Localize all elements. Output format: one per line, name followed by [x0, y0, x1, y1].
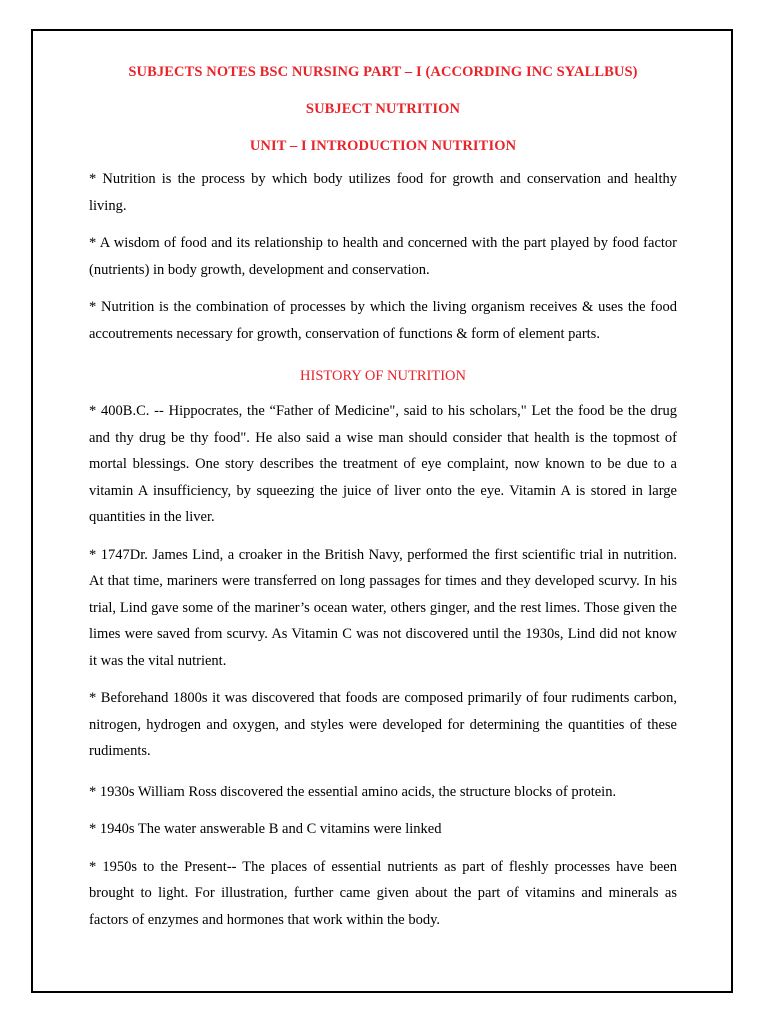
subject-heading: SUBJECT NUTRITION	[305, 101, 461, 117]
history-paragraph-2: * 1747Dr. James Lind, a croaker in the British Navy, performed the first scientific trial in nutrition. At that time, mariners were transferred on long passages for times and they developed scurvy. In his trial, Lind gave some of the mariner’s ocean water, others ginger, and the rest limes. Those given the limes were saved from scurvy. As Vitamin C was not discovered until the 1930s, Lind did not know it was the vital nutrient.	[89, 546, 677, 669]
unit-heading: UNIT – I INTRODUCTION NUTRITION	[249, 138, 517, 154]
intro-paragraph-1: * Nutrition is the process by which body utilizes food for growth and conservation and healthy living.	[89, 171, 677, 214]
history-heading: HISTORY OF NUTRITION	[300, 368, 466, 384]
document-title: SUBJECTS NOTES BSC NURSING PART – I (ACCORDING INC SYALLBUS)	[128, 64, 638, 80]
intro-paragraph-3: * Nutrition is the combination of processes by which the living organism receives & uses the food accoutrements necessary for growth, conservation of functions & form of element parts.	[89, 299, 677, 342]
history-paragraph-6: * 1950s to the Present-- The places of essential nutrients as part of fleshly processes have been brought to light. For illustration, further came given about the part of vitamins and minerals as factors of enzymes and hormones that work within the body.	[89, 858, 677, 928]
history-paragraph-5: * 1940s The water answerable B and C vitamins were linked	[89, 821, 442, 837]
page-content	[89, 60, 677, 933]
history-paragraph-3: * Beforehand 1800s it was discovered that foods are composed primarily of four rudiments carbon, nitrogen, hydrogen and oxygen, and styles were developed for determining the quantities of these rudiments.	[89, 690, 677, 759]
history-paragraph-4: * 1930s William Ross discovered the essential amino acids, the structure blocks of protein.	[89, 783, 617, 800]
history-paragraph-1: * 400B.C. -- Hippocrates, the “Father of Medicine", said to his scholars," Let the food be the drug and thy drug be thy food". He also said a wise man should consider that health is the topmost of mortal blessings. One story describes the treatment of eye complaint, now known to be due to a vitamin A insufficiency, by squeezing the juice of liver onto the eye. Vitamin A is stored in large quantities in the liver.	[89, 403, 677, 525]
intro-paragraph-2: * A wisdom of food and its relationship to health and concerned with the part played by food factor (nutrients) in body growth, development and conservation.	[89, 235, 677, 278]
